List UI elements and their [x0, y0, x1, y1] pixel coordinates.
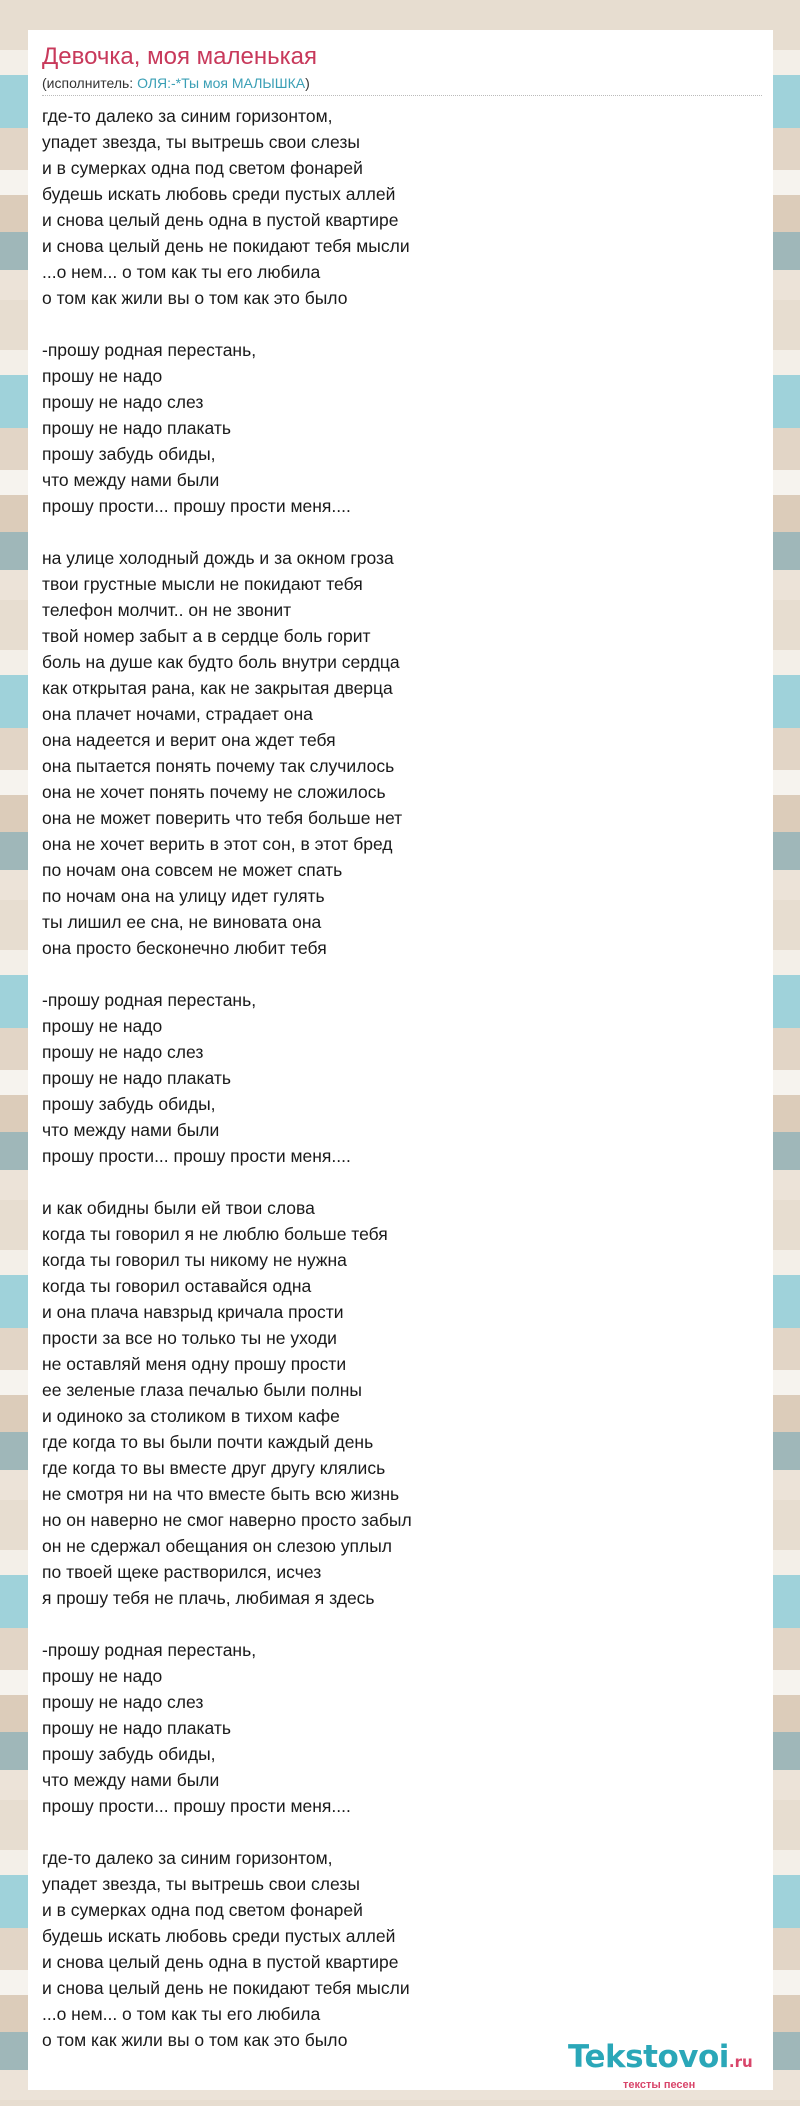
lyric-line: будешь искать любовь среди пустых аллей [42, 1926, 396, 1946]
lyric-line: прошу не надо [42, 1666, 163, 1686]
stanza-break [42, 1169, 762, 1195]
lyric-line: прошу не надо [42, 1016, 163, 1036]
lyric-line: где когда то вы вместе друг другу клялись [42, 1458, 386, 1478]
lyric-line: не оставляй меня одну прошу прости [42, 1354, 347, 1374]
stanza-break [42, 311, 762, 337]
song-header [42, 42, 762, 96]
lyric-line: твой номер забыт а в сердце боль горит [42, 626, 371, 646]
lyric-line: по твоей щеке растворился, исчез [42, 1562, 322, 1582]
logo-wordmark [568, 2040, 773, 2079]
lyric-line: прошу не надо плакать [42, 1068, 231, 1088]
logo-domain-suffix: .ru [728, 2053, 753, 2071]
lyric-line: как открытая рана, как не закрытая дверца [42, 678, 393, 698]
lyric-line: прошу прости... прошу прости меня.... [42, 496, 351, 516]
stanza-break [42, 1819, 762, 1845]
lyric-line: прошу забудь обиды, [42, 1094, 216, 1114]
lyric-line: она не может поверить что тебя больше нет [42, 808, 403, 828]
lyric-line: она не хочет понять почему не сложилось [42, 782, 386, 802]
site-logo[interactable] [568, 2040, 773, 2090]
lyric-line: где когда то вы были почти каждый день [42, 1432, 374, 1452]
lyric-line: прошу не надо слез [42, 392, 204, 412]
lyric-line: упадет звезда, ты вытрешь свои слезы [42, 1874, 360, 1894]
lyric-line: по ночам она на улицу идет гулять [42, 886, 325, 906]
lyric-line: прошу не надо слез [42, 1042, 204, 1062]
lyric-line: что между нами были [42, 470, 220, 490]
lyric-line: по ночам она совсем не может спать [42, 860, 343, 880]
lyric-line: упадет звезда, ты вытрешь свои слезы [42, 132, 360, 152]
lyric-line: и снова целый день не покидают тебя мысли [42, 1978, 410, 1998]
artist-line [42, 73, 762, 96]
stanza-break [42, 961, 762, 987]
lyric-line: прошу прости... прошу прости меня.... [42, 1146, 351, 1166]
lyric-line: я прошу тебя не плачь, любимая я здесь [42, 1588, 375, 1608]
lyric-line: и в сумерках одна под светом фонарей [42, 1900, 363, 1920]
lyric-line: прошу забудь обиды, [42, 444, 216, 464]
lyric-line: -прошу родная перестань, [42, 990, 257, 1010]
lyric-line: она не хочет верить в этот сон, в этот бред [42, 834, 393, 854]
lyric-line: прошу не надо слез [42, 1692, 204, 1712]
lyric-line: о том как жили вы о том как это было [42, 2030, 348, 2050]
lyric-line: когда ты говорил я не люблю больше тебя [42, 1224, 388, 1244]
lyric-line: и в сумерках одна под светом фонарей [42, 158, 363, 178]
lyric-line: -прошу родная перестань, [42, 340, 257, 360]
lyric-line: ...о нем... о том как ты его любила [42, 262, 321, 282]
lyric-line: ее зеленые глаза печалью были полны [42, 1380, 362, 1400]
lyrics-text [42, 103, 762, 2053]
lyric-line: прошу не надо [42, 366, 163, 386]
lyric-line: прости за все но только ты не уходи [42, 1328, 337, 1348]
lyric-line: прошу не надо плакать [42, 418, 231, 438]
artist-link[interactable]: ОЛЯ:-*Ты моя МАЛЫШКА [137, 75, 306, 91]
stanza-break [42, 1611, 762, 1637]
lyric-line: не смотря ни на что вместе быть всю жизнь [42, 1484, 400, 1504]
lyric-line: и как обидны были ей твои слова [42, 1198, 315, 1218]
lyric-line: прошу не надо плакать [42, 1718, 231, 1738]
lyric-line: ...о нем... о том как ты его любила [42, 2004, 321, 2024]
artist-suffix: ) [305, 75, 310, 91]
lyric-line: она надеется и верит она ждет тебя [42, 730, 336, 750]
lyric-line: она плачет ночами, страдает она [42, 704, 313, 724]
lyric-line: что между нами были [42, 1120, 220, 1140]
lyric-line: она просто бесконечно любит тебя [42, 938, 327, 958]
lyric-line: телефон молчит.. он не звонит [42, 600, 292, 620]
lyric-line: прошу забудь обиды, [42, 1744, 216, 1764]
lyric-line: что между нами были [42, 1770, 220, 1790]
lyric-line: где-то далеко за синим горизонтом, [42, 1848, 333, 1868]
lyric-line: она пытается понять почему так случилось [42, 756, 395, 776]
lyric-line: и снова целый день не покидают тебя мысли [42, 236, 410, 256]
lyric-line: прошу прости... прошу прости меня.... [42, 1796, 351, 1816]
stanza-break [42, 519, 762, 545]
lyric-line: где-то далеко за синим горизонтом, [42, 106, 333, 126]
lyric-line: боль на душе как будто боль внутри сердца [42, 652, 400, 672]
lyric-line: на улице холодный дождь и за окном гроза [42, 548, 394, 568]
lyric-line: когда ты говорил оставайся одна [42, 1276, 312, 1296]
lyric-line: и она плача навзрыд кричала прости [42, 1302, 344, 1322]
lyric-line: но он наверно не смог наверно просто забыл [42, 1510, 412, 1530]
lyric-line: и снова целый день одна в пустой квартире [42, 210, 399, 230]
lyric-line: он не сдержал обещания он слезою уплыл [42, 1536, 392, 1556]
lyric-line: о том как жили вы о том как это было [42, 288, 348, 308]
lyric-line: когда ты говорил ты никому не нужна [42, 1250, 347, 1270]
logo-main-text: Tekstovoi [568, 2039, 729, 2075]
lyric-line: ты лишил ее сна, не виновата она [42, 912, 322, 932]
artist-prefix: (исполнитель: [42, 75, 138, 91]
lyric-line: -прошу родная перестань, [42, 1640, 257, 1660]
lyric-line: и снова целый день одна в пустой квартире [42, 1952, 399, 1972]
song-title: Девочка, моя маленькая [42, 43, 317, 70]
logo-tagline: тексты песен [623, 2079, 696, 2091]
lyric-line: и одиноко за столиком в тихом кафе [42, 1406, 340, 1426]
lyric-line: будешь искать любовь среди пустых аллей [42, 184, 396, 204]
lyric-line: твои грустные мысли не покидают тебя [42, 574, 363, 594]
